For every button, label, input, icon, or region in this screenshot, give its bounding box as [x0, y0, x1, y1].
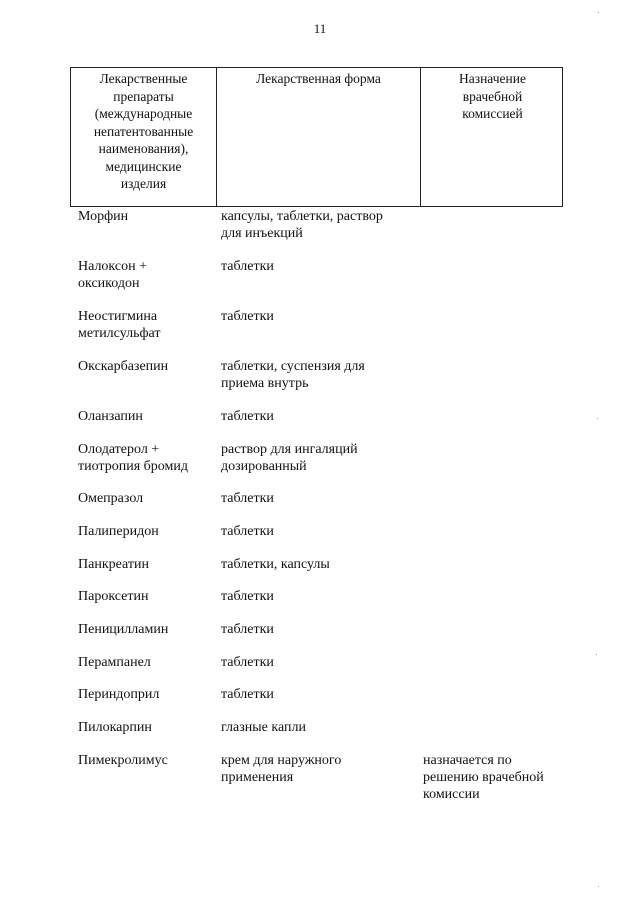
drug-name: Пилокарпин — [78, 720, 152, 735]
table-header — [70, 67, 563, 207]
drug-name: Пеницилламин — [78, 622, 169, 637]
drug-name: Панкреатин — [78, 557, 149, 572]
dosage-form: таблетки — [221, 655, 274, 670]
drug-name: Окскарбазепин — [78, 359, 169, 374]
dosage-form: таблетки — [221, 622, 274, 637]
header-label-form: Лекарственная форма — [256, 71, 381, 86]
dosage-form: раствор для ингаляций дозированный — [221, 442, 358, 474]
dosage-form: таблетки — [221, 309, 274, 324]
dosage-form: таблетки — [221, 589, 274, 604]
dosage-form: таблетки — [221, 491, 274, 506]
dosage-form: таблетки, капсулы — [221, 557, 330, 572]
dosage-form: глазные капли — [221, 720, 306, 735]
drug-name: Омепразол — [78, 491, 144, 506]
drug-name: Морфин — [78, 209, 129, 224]
drug-name: Налоксон + оксикодон — [78, 259, 147, 291]
commission-note: назначается по решению врачебной комиссии — [423, 753, 544, 802]
drug-name: Неостигмина метилсульфат — [78, 309, 161, 341]
scan-speck — [598, 886, 599, 887]
dosage-form: таблетки, суспензия для приема внутрь — [221, 359, 365, 391]
header-cell-drugs — [71, 68, 217, 206]
drug-name: Палиперидон — [78, 524, 159, 539]
header-cell-form — [217, 68, 421, 206]
dosage-form: капсулы, таблетки, раствор для инъекций — [221, 209, 383, 241]
header-label-commission: Назначение врачебной комиссией — [459, 71, 526, 121]
scan-speck — [597, 418, 598, 419]
dosage-form: таблетки — [221, 524, 274, 539]
header-label-drugs: Лекарственные препараты (международные непатентованные наименования), медицинские изделия — [93, 71, 194, 191]
dosage-form: таблетки — [221, 687, 274, 702]
dosage-form: таблетки — [221, 259, 274, 274]
page-number: 11 — [313, 21, 327, 36]
drug-name: Олодатерол + тиотропия бромид — [78, 442, 188, 474]
drug-name: Периндоприл — [78, 687, 160, 702]
scan-speck — [598, 12, 599, 13]
dosage-form: таблетки — [221, 409, 274, 424]
drug-name: Перампанел — [78, 655, 151, 670]
drug-name: Пароксетин — [78, 589, 149, 604]
drug-name: Пимекролимус — [78, 753, 168, 768]
header-cell-commission — [421, 68, 564, 206]
drug-name: Оланзапин — [78, 409, 143, 424]
scan-speck — [596, 654, 597, 655]
dosage-form: крем для наружного применения — [221, 753, 342, 785]
